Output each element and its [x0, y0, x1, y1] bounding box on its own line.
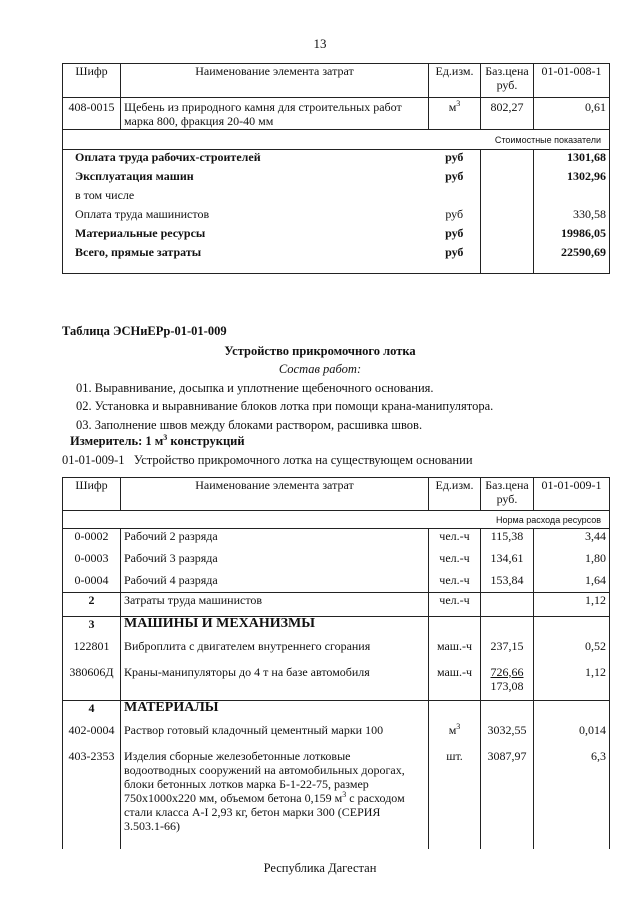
row-unit: чел.-ч: [429, 593, 481, 617]
row-qty: 1,12: [534, 665, 610, 701]
cost-row: [63, 150, 610, 169]
header-price: Баз.цена руб.: [481, 64, 534, 98]
variant: 01-01-009-1 Устройство прикромочного лотка на существующем основании: [62, 453, 473, 467]
cost-row: [63, 188, 610, 207]
row-code: 2: [63, 593, 121, 617]
cost-row: [63, 245, 610, 274]
cost-value: 1302,96: [534, 169, 610, 188]
resource-table-01-01-009: [62, 477, 610, 849]
row-unit: $м^3$: [429, 98, 481, 130]
page-number: 13: [313, 36, 327, 51]
cost-row: [63, 207, 610, 226]
table-row: [63, 665, 610, 701]
cost-label: Всего, прямые затраты: [63, 245, 429, 274]
row-qty: 0,52: [534, 639, 610, 665]
row-code: 0-0002: [63, 529, 121, 551]
meter: Измеритель: 1 $м^3$ конструкций: [70, 432, 245, 448]
row-unit: чел.-ч: [429, 529, 481, 551]
row-price: 726,66 173,08: [481, 665, 534, 701]
resource-norm-label: Норма расхода ресурсов: [63, 511, 610, 529]
row-code: 403-2353: [63, 749, 121, 849]
row-qty: 0,61: [534, 98, 610, 130]
cost-label: в том числе: [63, 188, 429, 207]
table-row: [63, 551, 610, 573]
header-price: Баз.цена руб.: [481, 478, 534, 511]
row-name: Рабочий 2 разряда: [121, 529, 429, 551]
subheader-row: [63, 511, 610, 529]
row-qty: 1,64: [534, 573, 610, 593]
table-row: [63, 98, 610, 130]
row-price: 153,84: [481, 573, 534, 593]
row-unit: маш.-ч: [429, 639, 481, 665]
work-item: 01. Выравнивание, досыпка и уплотнение щебеночного основания.: [76, 381, 434, 395]
row-code: 408-0015: [63, 98, 121, 130]
table-row: [63, 749, 610, 849]
row-price: 3087,97: [481, 749, 534, 849]
table-row: [63, 573, 610, 593]
row-code: 0-0003: [63, 551, 121, 573]
row-qty: 0,014: [534, 723, 610, 749]
row-price: 115,38: [481, 529, 534, 551]
header-unit: Ед.изм.: [429, 64, 481, 98]
row-qty: 3,44: [534, 529, 610, 551]
header-name: Наименование элемента затрат: [121, 478, 429, 511]
table-header-row: [63, 64, 610, 98]
row-unit: $м^3$: [429, 723, 481, 749]
row-price: 3032,55: [481, 723, 534, 749]
section-row: [63, 617, 610, 639]
header-name: Наименование элемента затрат: [121, 64, 429, 98]
cost-label: Оплата труда машинистов: [63, 207, 429, 226]
row-name: Виброплита с двигателем внутреннего сгорания: [121, 639, 429, 665]
header-norm: 01-01-008-1: [534, 64, 610, 98]
row-unit: чел.-ч: [429, 573, 481, 593]
cost-unit: руб: [429, 207, 481, 226]
cost-value: 22590,69: [534, 245, 610, 274]
work-item: 02. Установка и выравнивание блоков лотка при помощи крана-манипулятора.: [76, 399, 494, 413]
header-code: Шифр: [63, 64, 121, 98]
cost-unit: руб: [429, 245, 481, 274]
section-title: МАШИНЫ И МЕХАНИЗМЫ: [121, 617, 429, 639]
table-row: [63, 593, 610, 617]
cost-value: 330,58: [534, 207, 610, 226]
cost-unit: руб: [429, 169, 481, 188]
row-unit: маш.-ч: [429, 665, 481, 701]
table-label: Таблица ЭСНиЕРр-01-01-009: [62, 324, 227, 338]
work-item: 03. Заполнение швов между блоками раствором, расшивка швов.: [76, 418, 423, 432]
row-qty: 6,3: [534, 749, 610, 849]
cost-unit: руб: [429, 150, 481, 169]
row-unit: чел.-ч: [429, 551, 481, 573]
row-name: Рабочий 3 разряда: [121, 551, 429, 573]
cost-row: [63, 169, 610, 188]
row-name: Краны-манипуляторы до 4 т на базе автомобиля: [121, 665, 429, 701]
table-header-row: [63, 478, 610, 511]
table-row: [63, 639, 610, 665]
cost-table-01-01-008: [62, 63, 610, 274]
works-heading: Состав работ:: [278, 362, 362, 376]
header-code: Шифр: [63, 478, 121, 511]
cost-row: [63, 226, 610, 245]
section-title: МАТЕРИАЛЫ: [121, 701, 429, 723]
table-row: [63, 723, 610, 749]
row-price: 802,27: [481, 98, 534, 130]
row-code: 122801: [63, 639, 121, 665]
header-unit: Ед.изм.: [429, 478, 481, 511]
row-price: 237,15: [481, 639, 534, 665]
cost-value: 1301,68: [534, 150, 610, 169]
row-name: Рабочий 4 разряда: [121, 573, 429, 593]
cost-indicators-label: Стоимостные показатели: [63, 130, 610, 150]
row-name: Щебень из природного камня для строительных работ марка 800, фракция 20-40 мм: [121, 98, 429, 130]
cost-unit: руб: [429, 226, 481, 245]
row-name: Раствор готовый кладочный цементный марки 100: [121, 723, 429, 749]
row-code: 402-0004: [63, 723, 121, 749]
row-name: Затраты труда машинистов: [121, 593, 429, 617]
row-code: 0-0004: [63, 573, 121, 593]
cost-value: 19986,05: [534, 226, 610, 245]
row-name: Изделия сборные железобетонные лотковые водоотводных сооружений на автомобильных дорогах, блоки бетонных лотков марка Б-1-22-75, размер 750х1000х220 мм, объемом бетона 0,159 $м^3$ с расходом стали класса А-I 2,93 кг, бетон марки 300 (СЕРИЯ 3.503.1-66): [121, 749, 429, 849]
section-title: Устройство прикромочного лотка: [224, 344, 416, 358]
cost-label: Оплата труда рабочих-строителей: [63, 150, 429, 169]
cost-label: Эксплуатация машин: [63, 169, 429, 188]
row-unit: шт.: [429, 749, 481, 849]
row-price: 134,61: [481, 551, 534, 573]
row-code: 380606Д: [63, 665, 121, 701]
row-qty: 1,12: [534, 593, 610, 617]
section-row: [63, 701, 610, 723]
subheader-row: [63, 130, 610, 150]
section-number: 3: [63, 617, 121, 639]
section-number: 4: [63, 701, 121, 723]
table-row: [63, 529, 610, 551]
cost-label: Материальные ресурсы: [63, 226, 429, 245]
footer: Республика Дагестан: [263, 861, 377, 875]
header-norm: 01-01-009-1: [534, 478, 610, 511]
row-qty: 1,80: [534, 551, 610, 573]
